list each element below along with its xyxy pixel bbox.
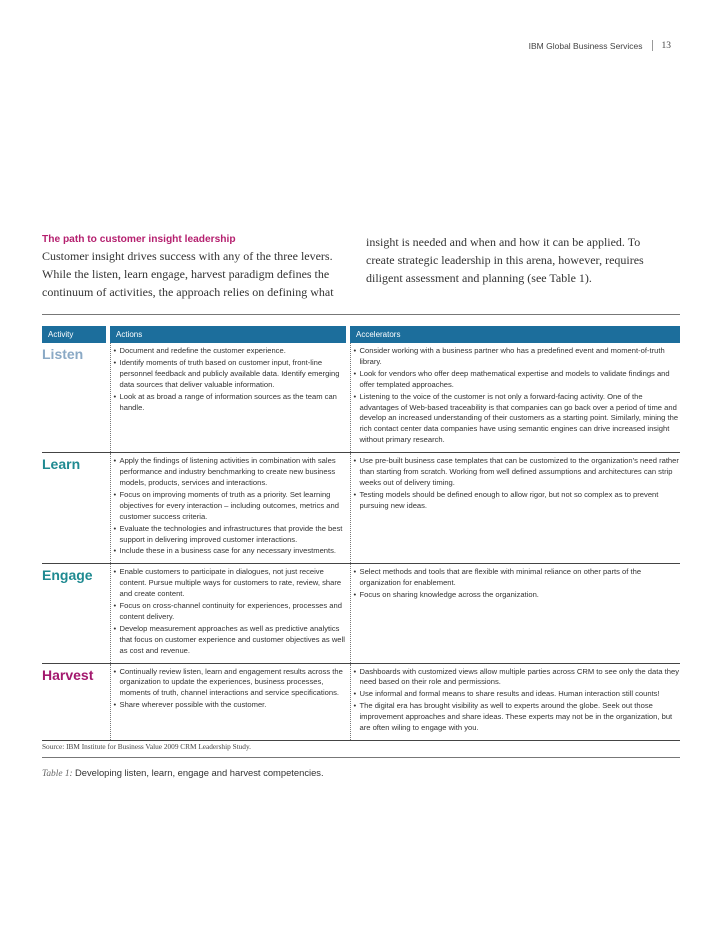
accelerator-item: • Consider working with a business partner who has a predefined event and moment-of-truth library. xyxy=(351,346,681,368)
accelerators-cell xyxy=(350,453,680,564)
caption-rule xyxy=(42,757,680,758)
table-header-row xyxy=(42,326,680,343)
competencies-table xyxy=(42,326,680,741)
actions-cell xyxy=(110,453,346,564)
action-item: • Develop measurement approaches as well as predictive analytics that focus on customer experience and customer objectives as well as cost and revenue. xyxy=(111,624,347,657)
actions-cell xyxy=(110,663,346,740)
intro-left-line: While the listen, learn engage, harvest paradigm defines the xyxy=(42,267,330,281)
table-row xyxy=(42,564,680,663)
accelerator-item: • Use pre-built business case templates that can be customized to the organization’s need rather than starting from scratch. Working from well defined assumptions and architectures can strip weeks out of delivery timing. xyxy=(351,456,681,489)
header-brand: IBM Global Business Services xyxy=(528,40,643,51)
header-divider xyxy=(652,40,653,51)
column-header-accelerators: Accelerators xyxy=(350,326,680,343)
accelerator-item: • The digital era has brought visibility as well to experts around the globe. Seek out those improvement approaches and share ideas. These experts may not be in the organization, but are often wiling to engage with you. xyxy=(351,701,681,734)
activity-harvest: Harvest xyxy=(42,666,94,683)
action-item: • Apply the findings of listening activities in combination with sales performance and industry benchmarking to create new business models, products, services and interactions. xyxy=(111,456,347,489)
action-item: • Look at as broad a range of information sources as the team can handle. xyxy=(111,392,347,414)
table-row xyxy=(42,343,680,453)
action-item: • Focus on improving moments of truth as a priority. Set learning objectives for every interaction – including outcomes, metrics and customer success criteria. xyxy=(111,490,347,523)
actions-cell xyxy=(110,564,346,663)
intro-left-column xyxy=(42,232,342,301)
accelerator-item: • Testing models should be defined enough to allow rigor, but not so complex as to prevent pursuing new ideas. xyxy=(351,490,681,512)
action-item: • Evaluate the technologies and infrastructures that provide the best support in delivering improved customer interactions. xyxy=(111,524,347,546)
action-item: • Document and redefine the customer experience. xyxy=(111,346,347,357)
action-item: • Enable customers to participate in dialogues, not just receive content. Pursue multiple ways for customers to rate, review, share and create content. xyxy=(111,567,347,600)
intro-left-line: continuum of activities, the approach relies on defining what xyxy=(42,285,334,299)
accelerator-item: • Focus on sharing knowledge across the organization. xyxy=(351,590,681,601)
accelerators-cell xyxy=(350,663,680,740)
accelerator-item: • Listening to the voice of the customer is not only a forward-facing activity. One of the advantages of Web-based traceability is that companies can go back over a period of time and develop an increased understanding of their customers as a starting point. Similarly, mining the rich contact center data companies have using semantic engines can drive increased insight without primary research. xyxy=(351,392,681,447)
column-header-actions: Actions xyxy=(110,326,346,343)
intro-right-column xyxy=(366,233,666,287)
page-number: 13 xyxy=(661,40,671,51)
accelerators-cell xyxy=(350,564,680,663)
section-heading: The path to customer insight leadership xyxy=(42,234,236,245)
table-row xyxy=(42,663,680,740)
intro-right-line: create strategic leadership in this arena, however, requires xyxy=(366,253,644,267)
activity-engage: Engage xyxy=(42,567,93,584)
table-top-rule xyxy=(42,314,680,315)
intro-right-line: insight is needed and when and how it can be applied. To xyxy=(366,235,641,249)
accelerator-item: • Look for vendors who offer deep mathematical expertise and models to validate findings and offer templated approaches. xyxy=(351,369,681,391)
caption-text: Developing listen, learn, engage and harvest competencies. xyxy=(75,767,324,778)
column-header-activity: Activity xyxy=(42,326,106,343)
action-item: • Include these in a business case for any necessary investments. xyxy=(111,546,347,557)
action-item: • Identify moments of truth based on customer input, front-line personnel feedback and publicly available data. Identify emerging data sources that deliver valuable information. xyxy=(111,358,347,391)
actions-cell xyxy=(110,343,346,453)
activity-listen: Listen xyxy=(42,346,84,362)
caption-label: Table 1: xyxy=(42,769,73,779)
table-source: Source: IBM Institute for Business Value 2009 CRM Leadership Study. xyxy=(42,742,251,751)
activity-learn: Learn xyxy=(42,456,81,473)
action-item: • Focus on cross-channel continuity for experiences, processes and content delivery. xyxy=(111,601,347,623)
accelerator-item: • Select methods and tools that are flexible with minimal reliance on other parts of the organization for enablement. xyxy=(351,567,681,589)
action-item: • Continually review listen, learn and engagement results across the organization to update the experiences, business processes, moments of truth, channel interactions and service specifications. xyxy=(111,667,347,700)
action-item: • Share wherever possible with the customer. xyxy=(111,700,347,711)
intro-right-line: diligent assessment and planning (see Table 1). xyxy=(366,271,592,285)
intro-left-text xyxy=(42,247,342,301)
accelerators-cell xyxy=(350,343,680,453)
accelerator-item: • Use informal and formal means to share results and ideas. Human interaction still counts! xyxy=(351,689,681,700)
table-caption xyxy=(42,767,324,779)
table-row xyxy=(42,453,680,564)
accelerator-item: • Dashboards with customized views allow multiple parties across CRM to see only the data they need based on their role and permissions. xyxy=(351,667,681,689)
page-header xyxy=(529,40,671,51)
intro-left-line: Customer insight drives success with any of the three levers. xyxy=(42,249,333,263)
